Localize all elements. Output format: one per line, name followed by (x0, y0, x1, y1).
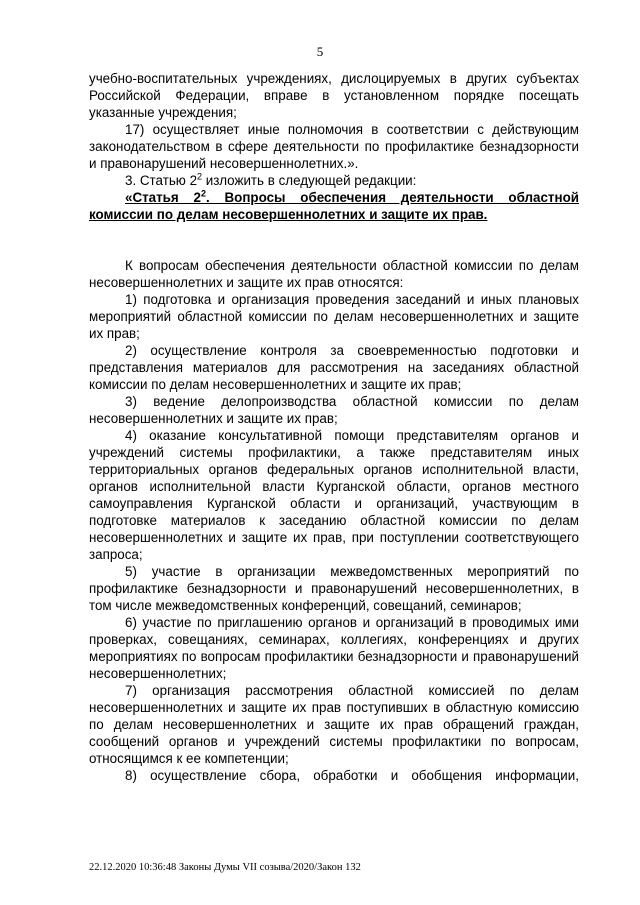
paragraph-item-17: 17) осуществляет иные полномочия в соответствии с действующим законодательством в сфере деятельности по профилактике безнадзорности и правонарушений несовершеннолетних.». (89, 122, 579, 171)
page-number: 5 (316, 44, 324, 59)
paragraph-intro: К вопросам обеспечения деятельности областной комиссии по делам несовершеннолетних и защите их прав относятся: (89, 258, 579, 290)
list-item-4: 4) оказание консультативной помощи представителям органов и учреждений системы профилактики, а также представителям иных территориальных органов федеральных органов исполнительной власти, органов исполнительной власти Курганской области, органов местного самоуправления Курганской области и организаций, участвующим в подготовке материалов к заседанию областной комиссии по делам несовершеннолетних и защите их прав, при поступлении соответствующего запроса; (89, 428, 579, 562)
list-item-8: 8) осуществление сбора, обработки и обобщения информации, (125, 768, 579, 783)
article-title (89, 189, 579, 223)
list-item-6: 6) участие по приглашению органов и организаций в проводимых ими проверках, совещаниях, семинарах, коллегиях, конференциях и других мероприятиях по вопросам профилактики безнадзорности и правонарушений несовершеннолетних; (89, 615, 579, 681)
article-title-superscript: 2 (200, 188, 206, 199)
document-body (89, 70, 579, 784)
paragraph-amendment-3 (89, 172, 579, 189)
amendment-text-pre: 3. Статью 2 (125, 173, 198, 188)
list-item-7: 7) организация рассмотрения областной комиссией по делам несовершеннолетних и защите их прав поступивших в областную комиссию по делам несовершеннолетних и защите их прав обращений граждан, сообщений органов и учреждений системы профилактики по вопросам, относящимся к ее компетенции; (89, 683, 579, 766)
article-title-post: . Вопросы обеспечения деятельности областной комиссии по делам несовершеннолетних и защите их прав. (89, 190, 579, 222)
amendment-superscript: 2 (197, 171, 203, 182)
amendment-text-post: изложить в следующей редакции: (202, 173, 417, 188)
paragraph-continuation: учебно-воспитательных учреждениях, дислоцируемых в других субъектах Российской Федерации, вправе в установленном порядке посещать указанные учреждения; (89, 71, 579, 120)
blank-line (89, 223, 579, 240)
footer-stamp: 22.12.2020 10:36:48 Законы Думы VII созыва/2020/Закон 132 (89, 862, 361, 873)
article-title-pre: «Статья 2 (125, 190, 201, 205)
list-item-3: 3) ведение делопроизводства областной комиссии по делам несовершеннолетних и защите их прав; (89, 394, 579, 426)
list-item-1: 1) подготовка и организация проведения заседаний и иных плановых мероприятий областной комиссии по делам несовершеннолетних и защите их прав; (89, 292, 579, 341)
blank-line (89, 240, 579, 257)
list-item-2: 2) осуществление контроля за своевременностью подготовки и представления материалов для рассмотрения на заседаниях областной комиссии по делам несовершеннолетних и защите их прав; (89, 343, 579, 392)
list-item-5: 5) участие в организации межведомственных мероприятий по профилактике безнадзорности и правонарушений несовершеннолетних, в том числе межведомственных конференций, совещаний, семинаров; (89, 564, 579, 613)
